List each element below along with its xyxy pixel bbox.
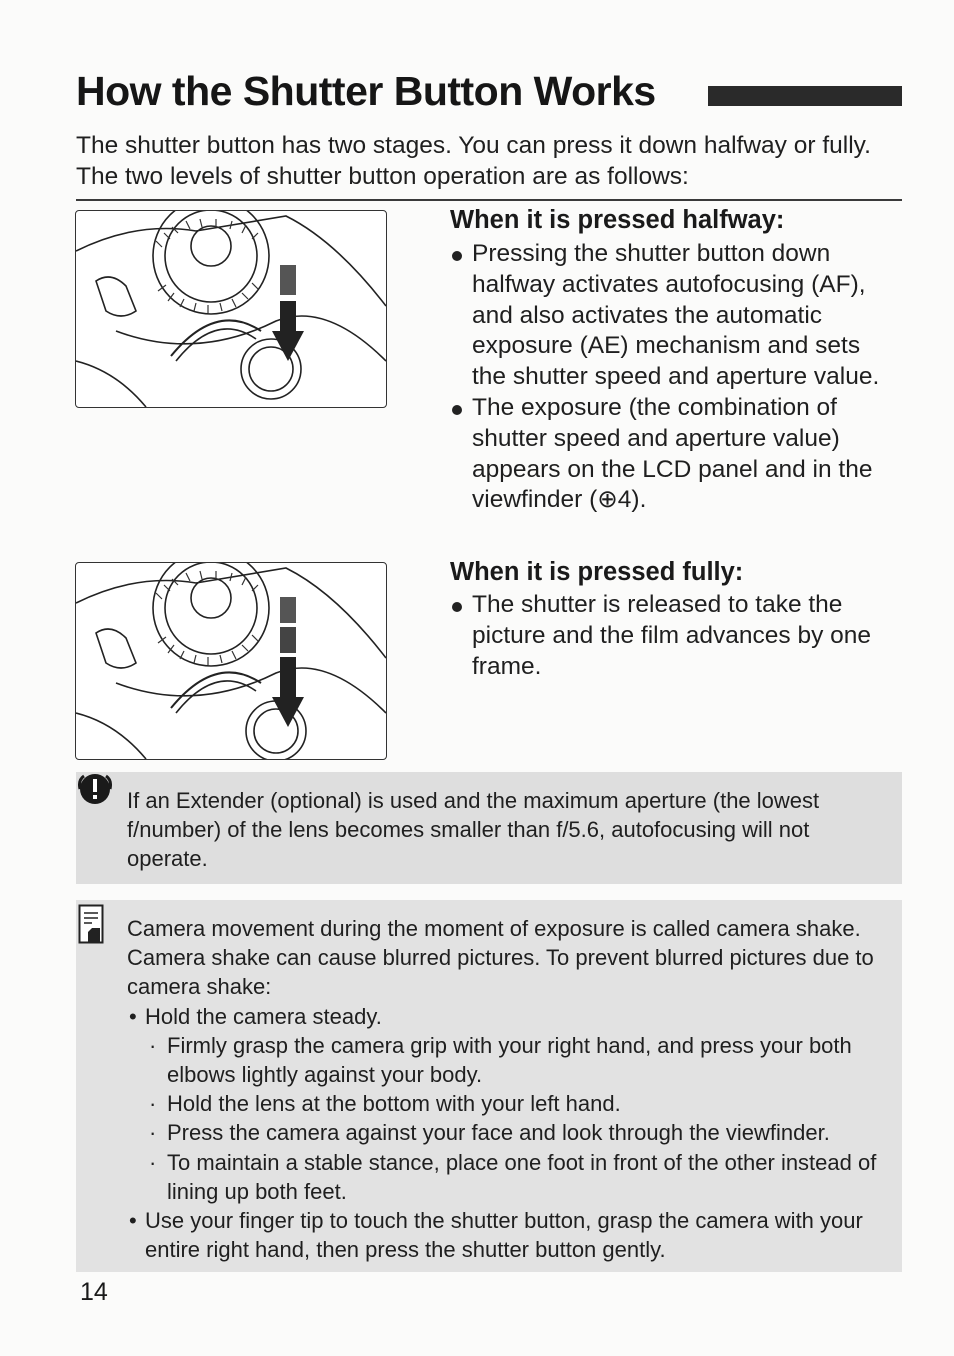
- shutter-halfway-illustration: [75, 210, 387, 408]
- halfway-heading: When it is pressed halfway:: [450, 206, 785, 234]
- intro-paragraph: The shutter button has two stages. You can press it down halfway or fully. The two levels of shutter button operation are as follows:: [76, 132, 871, 190]
- note-intro: Camera movement during the moment of exposure is called camera shake. Camera shake can cause blurred pictures. To prevent blurred pictures due to camera shake:: [127, 916, 874, 1000]
- list-item: · Firmly grasp the camera grip with your right hand, and press your both elbows lightly against your body.: [149, 1032, 852, 1088]
- title-accent-bar: [708, 86, 902, 106]
- camera-top-fully-drawing: [76, 563, 386, 759]
- list-item: · To maintain a stable stance, place one foot in front of the other instead of lining up both feet.: [149, 1149, 877, 1204]
- list-item: · Hold the lens at the bottom with your left hand.: [149, 1091, 621, 1117]
- list-item: • Hold the camera steady.: [129, 1003, 382, 1029]
- note-content: [127, 914, 897, 1264]
- bullet-dot-icon: [452, 602, 462, 612]
- bullet-dot-icon: [452, 405, 462, 415]
- list-item: • Use your finger tip to touch the shutter button, grasp the camera with your entire right hand, then press the shutter button gently.: [129, 1208, 863, 1263]
- page-number: 14: [80, 1278, 108, 1306]
- bullet-dot-icon: [452, 251, 462, 261]
- list-item: The exposure (the combination of shutter speed and aperture value) appears on the LCD panel and in the viewfinder (⊕4).: [450, 393, 900, 516]
- memo-icon: [78, 904, 104, 944]
- list-item: Pressing the shutter button down halfway activates autofocusing (AF), and also activates the automatic exposure (AE) mechanism and sets the shutter speed and aperture value.: [450, 239, 900, 393]
- halfway-bullet-list: [450, 239, 900, 516]
- caution-text: If an Extender (optional) is used and the maximum aperture (the lowest f/number) of the lens becomes smaller than f/5.6, autofocusing will not operate.: [127, 788, 820, 871]
- camera-top-halfway-drawing: [76, 211, 386, 407]
- list-item: The shutter is released to take the picture and the film advances by one frame.: [450, 590, 900, 682]
- tip-list: [127, 1002, 897, 1265]
- page-title: How the Shutter Button Works: [76, 68, 656, 114]
- shutter-fully-illustration: [75, 562, 387, 760]
- fully-bullet-list: [450, 590, 900, 682]
- caution-icon: [78, 772, 112, 806]
- fully-heading: When it is pressed fully:: [450, 558, 744, 586]
- list-item: · Press the camera against your face and look through the viewfinder.: [149, 1120, 830, 1146]
- section-divider: [76, 199, 902, 201]
